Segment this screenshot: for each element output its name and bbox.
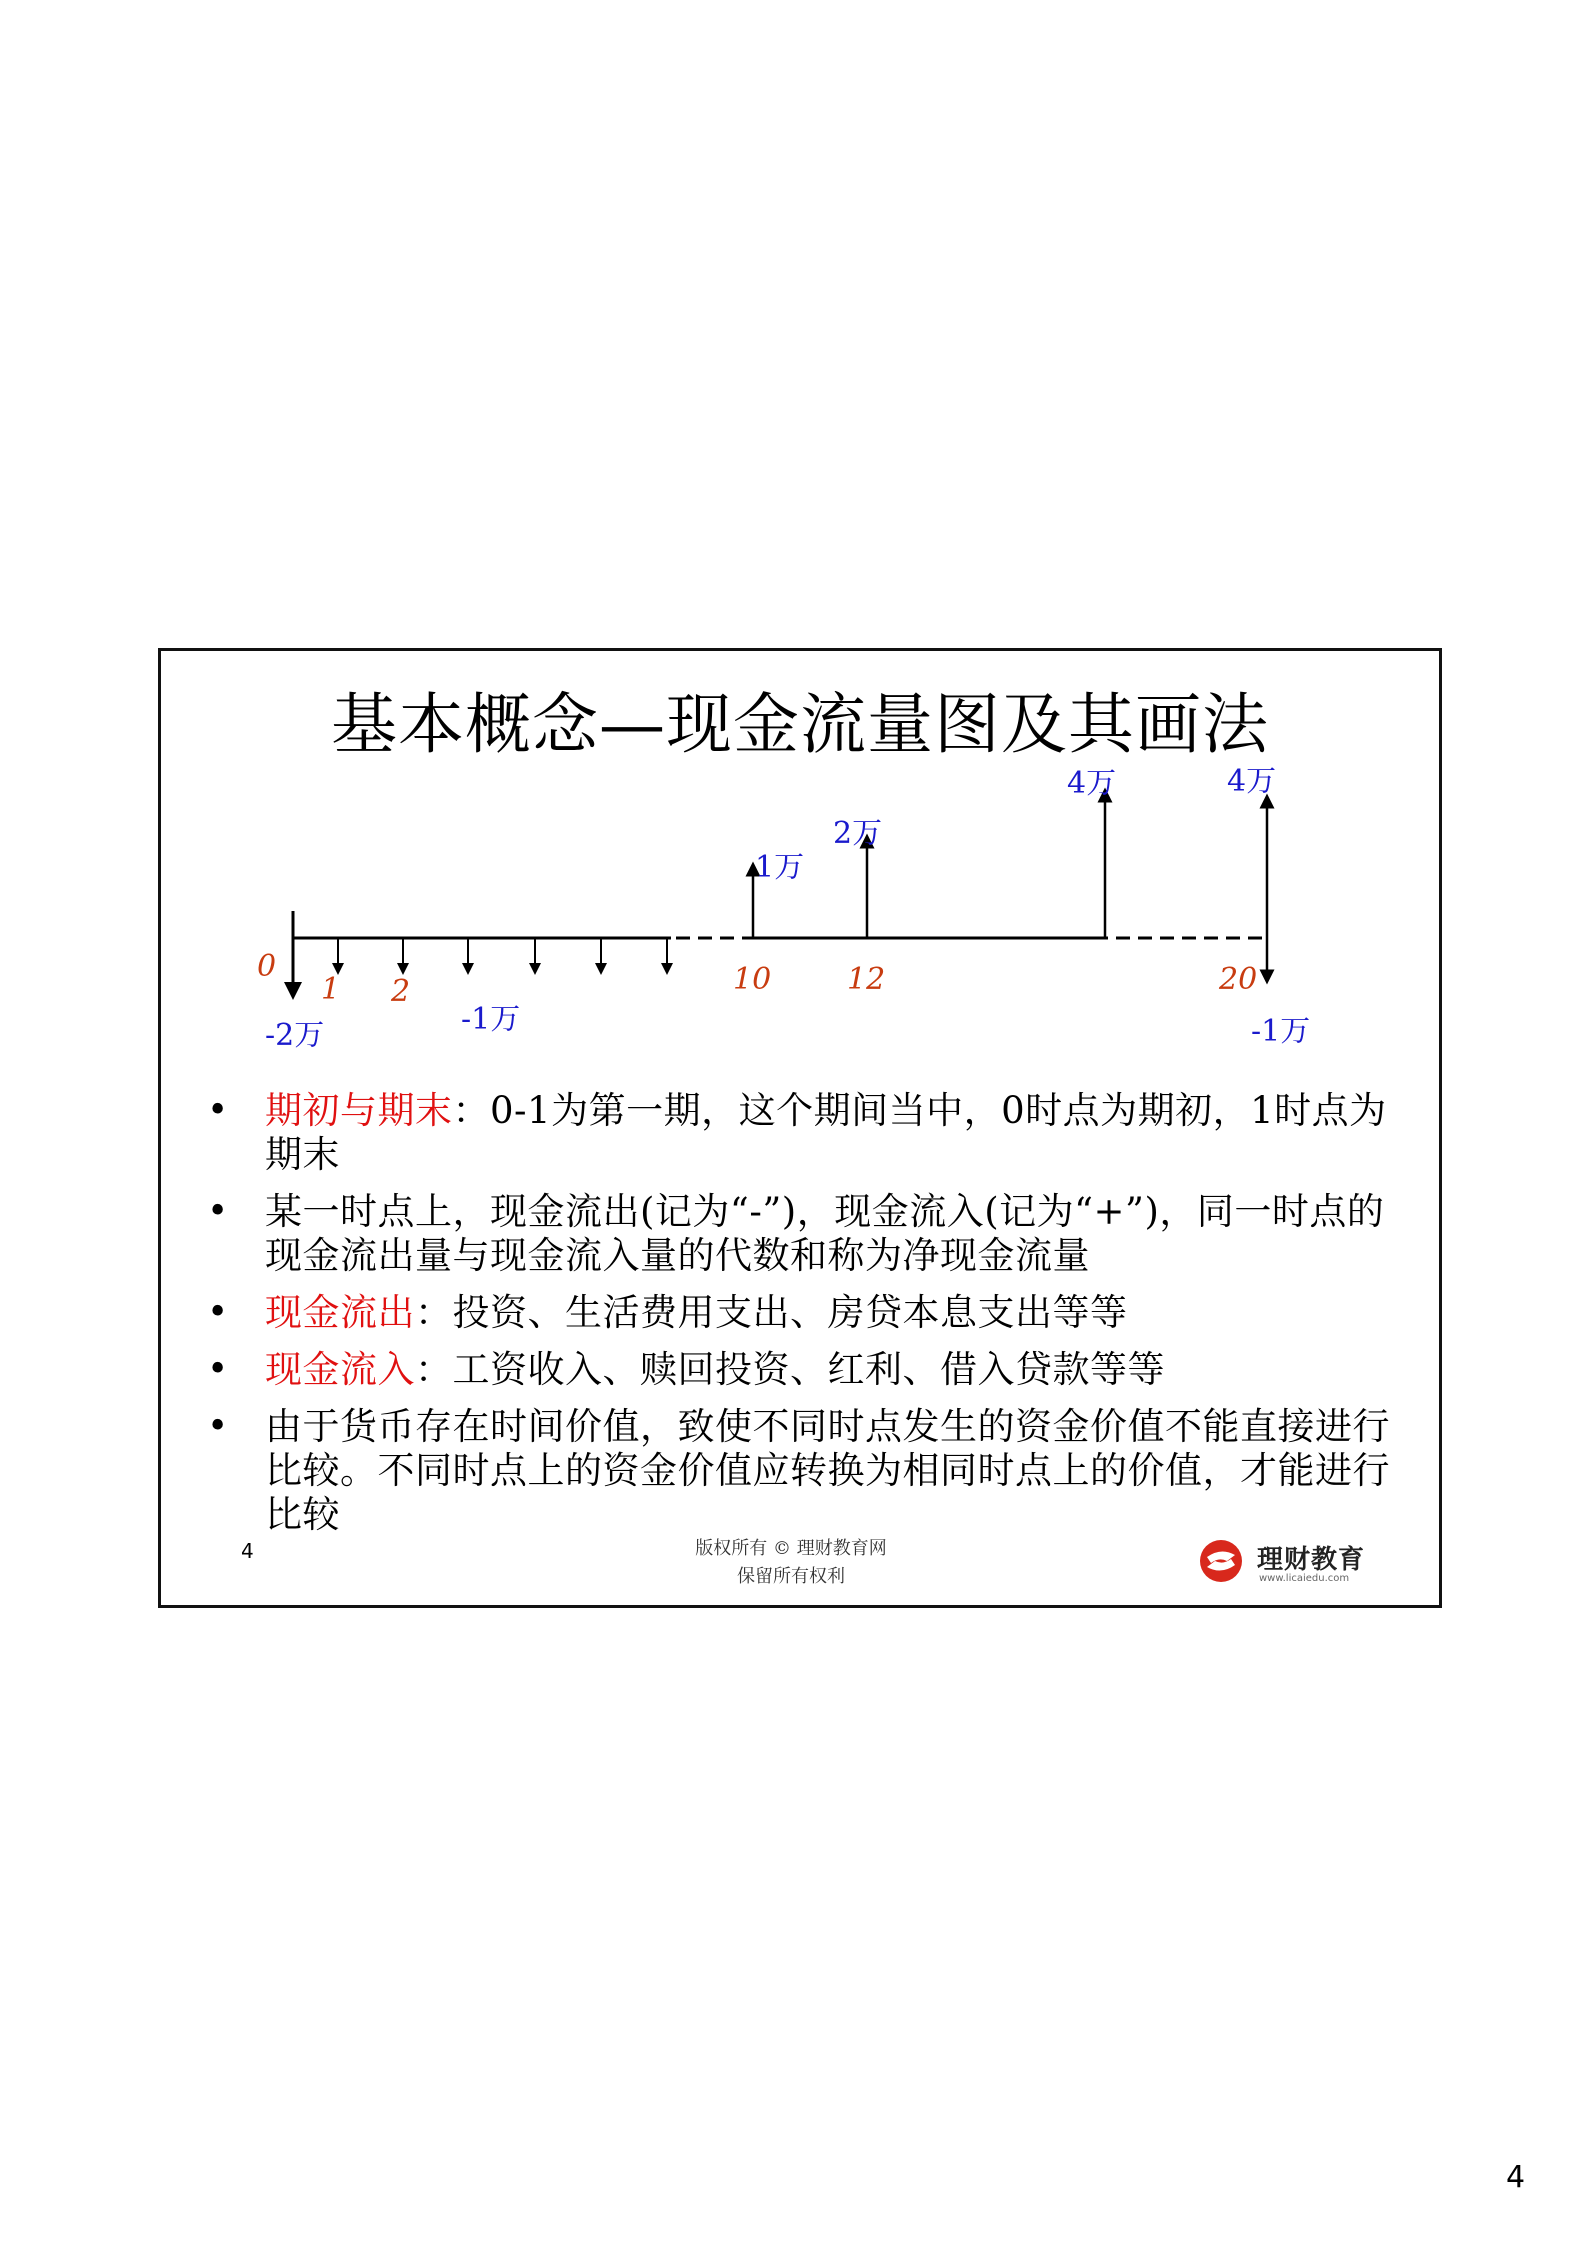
bullet-item <box>207 1348 1417 1392</box>
flow-label-t17: 4万 <box>1067 766 1117 801</box>
flow-label-annual: -1万 <box>461 1002 521 1037</box>
time-label-0: 0 <box>257 949 277 984</box>
bullet-list <box>207 1089 1417 1550</box>
copyright-line-2: 保留所有权利 <box>737 1566 845 1587</box>
logo-text: 理财教育 <box>1257 1545 1366 1575</box>
bullet-item <box>207 1089 1417 1177</box>
slide-number: 4 <box>241 1539 254 1563</box>
copyright <box>661 1535 921 1591</box>
bullet-item <box>207 1291 1417 1335</box>
slide <box>158 648 1442 1608</box>
logo <box>1197 1537 1397 1585</box>
flow-label-t12: 2万 <box>833 816 883 851</box>
bullet-highlight: 现金流出 <box>265 1291 415 1334</box>
slide-title: 基本概念—现金流量图及其画法 <box>331 686 1269 763</box>
flow-label-t20-in: 4万 <box>1227 764 1277 799</box>
flow-label-t20-out: -1万 <box>1251 1014 1311 1049</box>
time-label-2: 2 <box>391 974 411 1009</box>
bullet-text: ：0-1为第一期，这个期间当中，0时点为期初，1时点为期末 <box>265 1089 1387 1176</box>
bullet-text: 某一时点上，现金流出(记为“-”)，现金流入(记为“+”)，同一时点的现金流出量与现金流入量的代数和称为净现金流量 <box>265 1190 1385 1277</box>
logo-mark-icon <box>1197 1537 1251 1585</box>
bullet-highlight: 期初与期末 <box>265 1089 453 1132</box>
bullet-item <box>207 1190 1417 1278</box>
bullet-text: ：投资、生活费用支出、房贷本息支出等等 <box>415 1291 1128 1334</box>
time-label-1: 1 <box>321 972 341 1007</box>
bullet-item <box>207 1405 1417 1537</box>
flow-label-t10: 1万 <box>755 850 805 885</box>
bullet-highlight: 现金流入 <box>265 1348 415 1391</box>
bullet-text: ：工资收入、赎回投资、红利、借入贷款等等 <box>415 1348 1165 1391</box>
time-label-12: 12 <box>847 962 886 997</box>
time-label-10: 10 <box>733 962 772 997</box>
copyright-line-1: 版权所有 © 理财教育网 <box>695 1538 887 1559</box>
flow-label-t0: -2万 <box>265 1018 325 1053</box>
bullet-text: 由于货币存在时间价值，致使不同时点发生的资金价值不能直接进行比较。不同时点上的资金价值应转换为相同时点上的价值，才能进行比较 <box>265 1405 1390 1536</box>
cash-flow-diagram <box>161 651 1441 1091</box>
page-number: 4 <box>1506 2160 1526 2195</box>
time-label-20: 20 <box>1219 962 1258 997</box>
logo-url: www.licaiedu.com <box>1259 1573 1350 1584</box>
